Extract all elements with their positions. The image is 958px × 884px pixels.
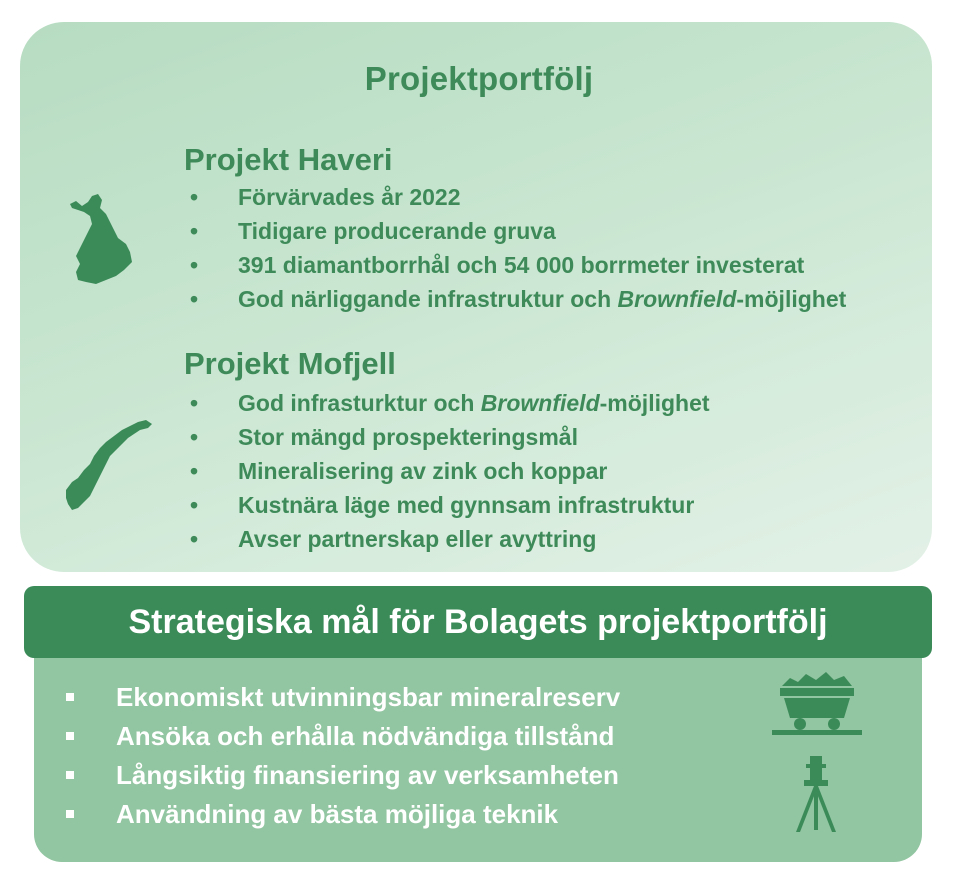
project-haveri-heading: Projekt Haveri bbox=[184, 142, 393, 177]
surveying-tripod-icon bbox=[792, 754, 840, 834]
finland-map-icon bbox=[66, 192, 138, 288]
portfolio-title: Projektportfölj bbox=[364, 60, 594, 97]
mine-cart-icon bbox=[772, 668, 862, 736]
project-mofjell-heading: Projekt Mofjell bbox=[184, 346, 396, 381]
strategy-title: Strategiska mål för Bolagets projektportfölj bbox=[128, 603, 828, 641]
strategy-header bbox=[24, 586, 932, 658]
norway-map-icon bbox=[64, 418, 156, 514]
strategy-panel: Ekonomiskt utvinningsbar mineralreserv Ansöka och erhålla nödvändiga tillstånd Långsiktig finansiering av verksamheten Användning av bästa möjliga teknik bbox=[34, 652, 922, 862]
